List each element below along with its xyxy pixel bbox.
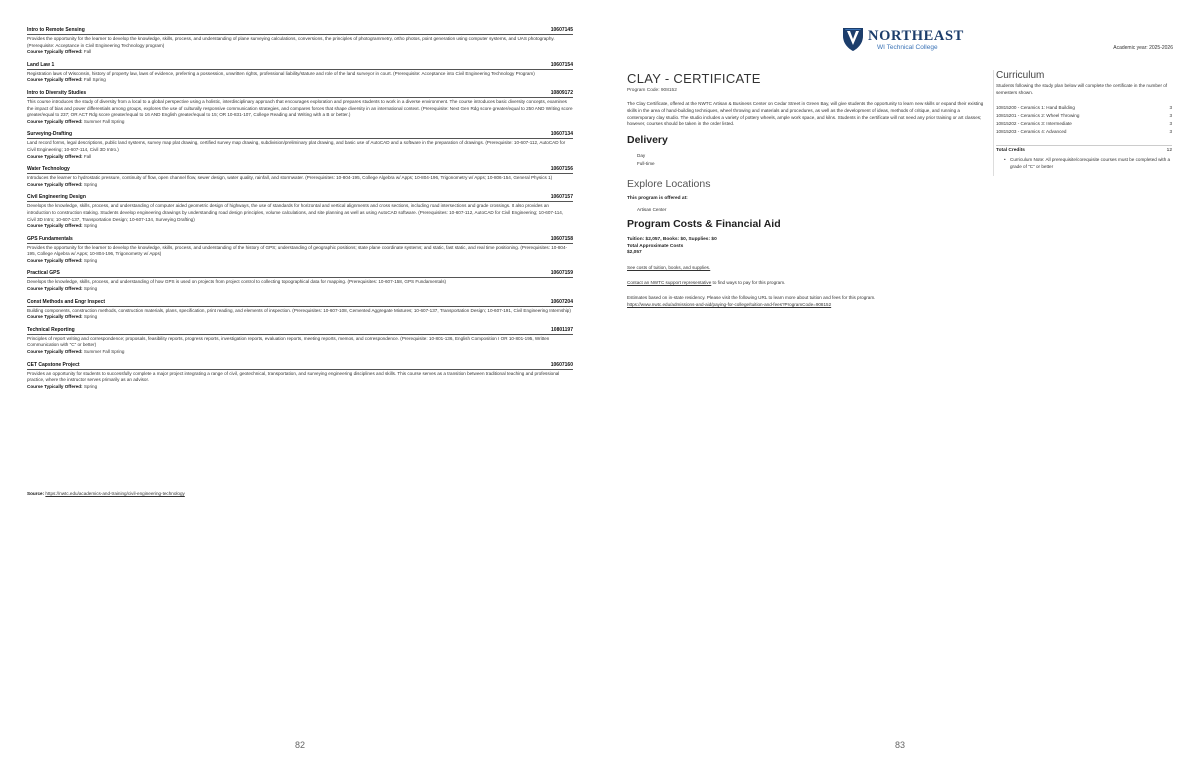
curriculum-row bbox=[996, 120, 1172, 128]
page-number-left: 82 bbox=[294, 740, 305, 750]
course-description: Provides an opportunity for students to successfully complete a major project integrating a range of civil, geotechnical, transportation, and surveying engineering disciplines and skills. This course serves as a transition between traditional teaching and professional practice, where the instructor serves primarily as an advisor. bbox=[27, 370, 560, 383]
tuition-fees-link[interactable]: https://www.nwtc.edu/admissions-and-aid/paying-for-college/tuition-and-fees?ProgramCode=908152 bbox=[627, 301, 832, 307]
course-entry bbox=[27, 27, 573, 56]
course-offered-label: Course Typically Offered: bbox=[27, 118, 83, 124]
course-title: Water Technology bbox=[27, 166, 70, 173]
location-item: Artisan Center bbox=[637, 207, 667, 213]
course-code: 10607156 bbox=[550, 166, 573, 173]
course-offered-value: Fall bbox=[83, 153, 92, 159]
course-offered-label: Course Typically Offered: bbox=[27, 383, 83, 389]
curriculum-course-credits: 3 bbox=[1169, 112, 1172, 118]
course-title: Land Law 1 bbox=[27, 61, 55, 68]
costs-summary bbox=[627, 237, 987, 257]
course-title: Intro to Remote Sensing bbox=[27, 27, 85, 33]
course-title: Surveying-Drafting bbox=[27, 131, 73, 138]
course-title: Technical Reporting bbox=[27, 326, 75, 333]
curriculum-table bbox=[996, 104, 1172, 135]
course-offered bbox=[27, 154, 573, 161]
curriculum-course-credits: 3 bbox=[1169, 120, 1172, 126]
course-offered bbox=[27, 349, 573, 356]
course-header bbox=[27, 90, 573, 98]
course-title: Practical GPS bbox=[27, 270, 60, 277]
course-entry bbox=[27, 327, 573, 356]
course-header bbox=[27, 327, 573, 335]
curriculum-course-name: 10815203 - Ceramics 4: Advanced bbox=[996, 128, 1067, 134]
course-header bbox=[27, 194, 573, 202]
course-offered-value: Spring bbox=[83, 257, 98, 263]
course-entry bbox=[27, 166, 573, 188]
curriculum-course-name: 10815201 - Ceramics 2: Wheel Throwing bbox=[996, 112, 1080, 118]
course-offered bbox=[27, 314, 573, 321]
total-costs-value: $2,057 bbox=[627, 250, 642, 256]
curriculum-note: • Curriculum Note: All prerequisite/corequisite courses must be completed with a grade of "C" or better bbox=[1004, 157, 1172, 170]
course-description: Provides the opportunity for the learner to develop the knowledge, skills, process, and understanding of the history of GPS; understanding of geographic positions; state plane coordinate systems; and static, fast static, and real time positioning. (Prerequisites: 10-804-195, College Algebra w/ Apps; 10-804-196, Trigonometry w/ Apps) bbox=[27, 244, 568, 257]
total-credits-label: Total Credits bbox=[996, 148, 1025, 154]
course-entry bbox=[27, 299, 573, 321]
program-intro: The Clay Certificate, offered at the NWTC Artisan & Business Center on Cedar Street in Green Bay, will give students the opportunity to learn new skills or expand their existing skills in the area of hand-building techniques, wheel throwing and materials and procedures, as well as the development of ideas, methods of critique, and running a contemporary clay studio. The studio includes a variety of pottery wheels, ample work space, and kilns. Students in the certificate will not need any prior training or art classes; however, courses should be taken in the order listed. bbox=[627, 101, 984, 127]
course-offered-value: Spring bbox=[83, 286, 98, 292]
course-offered-label: Course Typically Offered: bbox=[27, 223, 83, 229]
curriculum-course-name: 10815202 - Ceramics 3: Intermediate bbox=[996, 120, 1072, 126]
curriculum-heading: Curriculum bbox=[996, 70, 1045, 81]
page-number-right: 83 bbox=[894, 740, 905, 750]
delivery-item: Day bbox=[637, 153, 646, 159]
course-offered-value: Spring bbox=[83, 223, 98, 229]
course-code: 10607154 bbox=[550, 61, 573, 68]
course-code: 10801197 bbox=[551, 326, 573, 333]
logo-name: NORTHEAST bbox=[868, 28, 964, 44]
course-description: Land record forms, legal descriptions, public land systems, survey map plat drawing, certified survey map drawing, subdivision/preliminary plat drawing, and basic use of AutoCAD and a software in the preparation of drawings. (Prerequisite: 10-607-112, AutoCAD for Civil Engineering; 10-607-114, Civil 3D Intro.) bbox=[27, 140, 566, 152]
source-label: Source: bbox=[27, 491, 45, 496]
course-offered bbox=[27, 286, 573, 293]
course-description: Develops the knowledge, skills, process, and understanding of computer aided geometric design of highways, the use of standards for horizontal and vertical alignments and cross sections, including road intersections and grade crossings. It also provides an introduction to construction staking. Students develop engineering drawings by understanding road design principles, volume calculations, and site planning as well as using AutoCAD software. (Prerequisites: 10-607-112, AutoCAD for Civil Engineering; 10-607-114, Civil 3D Intro; 10-607-137, Transportation Design; 10-607-134, Surveying Drafting) bbox=[27, 203, 564, 222]
course-header bbox=[27, 362, 573, 370]
delivery-list bbox=[637, 152, 987, 168]
course-description: Provides the opportunity for the learner to develop the knowledge, skills, process, and understanding of plane surveying calculations, conversions, the principles of photogrammetry, ortho photos, point generation using computer systems, and UAS photography. (Prerequisite: Acceptance in Civil Engineering Technology program) bbox=[27, 36, 555, 48]
course-code: 10607145 bbox=[550, 27, 573, 33]
see-costs-link[interactable]: See costs of tuition, books, and supplies. bbox=[627, 264, 711, 270]
course-offered-label: Course Typically Offered: bbox=[27, 49, 83, 55]
curriculum-row bbox=[996, 104, 1172, 112]
course-offered-value: Summer Fall Spring bbox=[83, 118, 125, 124]
curriculum-course-credits: 3 bbox=[1169, 105, 1172, 111]
course-header bbox=[27, 27, 573, 35]
course-offered-value: Summer Fall Spring bbox=[83, 349, 125, 355]
offered-at-label: This program is offered at: bbox=[627, 196, 688, 202]
course-entry bbox=[27, 362, 573, 391]
estimate-text: Estimates based on in-state residency. Please visit the following URL to learn more about tuition and fees for this program. bbox=[627, 295, 876, 301]
course-entry bbox=[27, 194, 573, 229]
course-header bbox=[27, 270, 573, 278]
course-offered-value: Spring bbox=[83, 383, 98, 389]
certificate-title: CLAY - CERTIFICATE bbox=[627, 71, 761, 86]
course-code: 10607204 bbox=[550, 298, 573, 305]
curriculum-course-name: 10815200 - Ceramics 1: Hand Building bbox=[996, 105, 1075, 111]
see-costs-line bbox=[627, 265, 987, 272]
course-code: 10607158 bbox=[550, 235, 573, 242]
column-divider bbox=[993, 70, 994, 176]
total-credits-row bbox=[996, 145, 1172, 153]
course-title: Const Methods and Engr Inspect bbox=[27, 298, 106, 305]
course-list bbox=[27, 27, 573, 396]
course-entry bbox=[27, 131, 573, 160]
course-offered-label: Course Typically Offered: bbox=[27, 181, 83, 187]
delivery-heading: Delivery bbox=[627, 134, 668, 147]
curriculum-column bbox=[996, 70, 1172, 171]
course-offered bbox=[27, 49, 573, 56]
course-offered-value: Spring bbox=[83, 314, 98, 320]
course-description: Building components, construction methods, construction materials, plans, specification, print reading, and elements of inspection. (Prerequisites: 10-607-108, Cemented Aggregate Mixtures; 10-607-137, Transportation Design; 10-607-191, Civil Engineering Internship) bbox=[27, 307, 571, 313]
course-code: 10607157 bbox=[550, 194, 573, 201]
source-line bbox=[27, 491, 185, 496]
course-header bbox=[27, 236, 573, 244]
contact-support-link[interactable]: Contact an NWTC support representative bbox=[627, 279, 712, 285]
program-code: Program Code: 908152 bbox=[627, 88, 677, 93]
course-entry bbox=[27, 90, 573, 125]
course-offered bbox=[27, 223, 573, 230]
estimate-block bbox=[627, 295, 987, 308]
course-description: Introduces the learner to hydrostatic pressure, continuity of flow, open channel flow, sewer design, water quality, rainfall, and stormwater. (Prerequisites: 10-804-195, College Algebra w/ Apps; 10-804-196, Trigonometry w/ Apps; 10-806-154, General Physics 1) bbox=[27, 175, 553, 181]
course-offered-label: Course Typically Offered: bbox=[27, 257, 83, 263]
contact-line bbox=[627, 280, 987, 287]
curriculum-intro: Students following the study plan below will complete the certificate in the number of semesters shown. bbox=[996, 83, 1168, 95]
course-header bbox=[27, 62, 573, 70]
course-title: Civil Engineering Design bbox=[27, 194, 86, 201]
tuition-line: Tuition: $2,057, Books: $0, Supplies: $0 bbox=[627, 237, 717, 243]
course-offered bbox=[27, 182, 573, 189]
course-offered-value: Fall bbox=[83, 49, 92, 55]
course-header bbox=[27, 131, 573, 139]
course-offered-value: Fall Spring bbox=[83, 77, 106, 83]
curriculum-course-credits: 3 bbox=[1169, 128, 1172, 134]
academic-year: Academic year: 2025-2026 bbox=[1113, 45, 1173, 51]
course-offered-label: Course Typically Offered: bbox=[27, 349, 83, 355]
costs-heading: Program Costs & Financial Aid bbox=[627, 218, 781, 231]
delivery-item: Full-time bbox=[637, 161, 655, 167]
course-entry bbox=[27, 62, 573, 84]
course-header bbox=[27, 166, 573, 174]
source-link[interactable]: https://nwtc.edu/academics-and-training/civil-engineering-technology bbox=[45, 491, 185, 496]
course-offered bbox=[27, 258, 573, 265]
course-offered-value: Spring bbox=[83, 181, 98, 187]
course-offered-label: Course Typically Offered: bbox=[27, 153, 83, 159]
total-credits-value: 12 bbox=[1166, 148, 1172, 154]
curriculum-row bbox=[996, 112, 1172, 120]
course-code: 10607160 bbox=[550, 361, 573, 368]
course-offered-label: Course Typically Offered: bbox=[27, 77, 83, 83]
course-offered bbox=[27, 119, 573, 126]
course-entry bbox=[27, 236, 573, 265]
course-offered bbox=[27, 384, 573, 391]
course-offered-label: Course Typically Offered: bbox=[27, 286, 83, 292]
course-description: Registration laws of Wisconsin, history of property law, laws of evidence, preferring a possession, unwritten rights, professional liability/stature and role of the land surveyor in court. (Prerequisite: Acceptance into Civil Engineering Technology Program) bbox=[27, 70, 535, 76]
course-description: Principles of report writing and correspondence; proposals, feasibility reports, progress reports, investigation reports, evaluation reports, meeting reports, memos, and correspondence. (Prerequisite: 10-801-136, English Composition I OR 10-801-195, Written Communication with "C" or better) bbox=[27, 335, 550, 348]
course-title: CET Capstone Project bbox=[27, 361, 80, 368]
course-title: Intro to Diversity Studies bbox=[27, 89, 87, 96]
course-code: 10607134 bbox=[550, 131, 573, 138]
course-description: This course introduces the study of diversity from a local to a global perspective using a holistic, interdisciplinary approach that encourages exploration and prepares students to work in a diverse environment. The course introduces basic diversity concepts, examines the impact of bias and power differentials among groups, explores the use of culturally responsive communication strategies, and compares forces that shape diversity in an international context. (Prerequisite: Next Gen Rdg score greater/equal to 250 AND Writing score greater/equal to 237; OR ACT Rdg score greater/equal to 16 AND English greater/equal to 15; OR 10-831-107, College Reading and Writing with a B or better.) bbox=[27, 98, 573, 118]
contact-rest-text: to find ways to pay for this program. bbox=[711, 279, 786, 285]
college-logo bbox=[842, 26, 962, 56]
course-code: 10809172 bbox=[550, 89, 573, 96]
course-description: Develops the knowledge, skills, process, and understanding of how GPS is used on projects from project control to collecting topographical data for mapping. (Prerequisites: 10-607-158, GPS Fundamentals) bbox=[27, 279, 447, 285]
course-entry bbox=[27, 270, 573, 292]
course-title: GPS Fundamentals bbox=[27, 235, 73, 242]
curriculum-row bbox=[996, 128, 1172, 136]
course-offered-label: Course Typically Offered: bbox=[27, 314, 83, 320]
course-header bbox=[27, 299, 573, 307]
total-costs-label: Total Approximate Costs bbox=[627, 243, 684, 249]
logo-subtitle: WI Technical College bbox=[877, 44, 938, 51]
program-main-column bbox=[627, 72, 987, 308]
course-offered bbox=[27, 77, 573, 84]
locations-heading: Explore Locations bbox=[627, 178, 711, 191]
course-code: 10607159 bbox=[550, 270, 573, 277]
shield-logo-icon bbox=[842, 26, 864, 52]
